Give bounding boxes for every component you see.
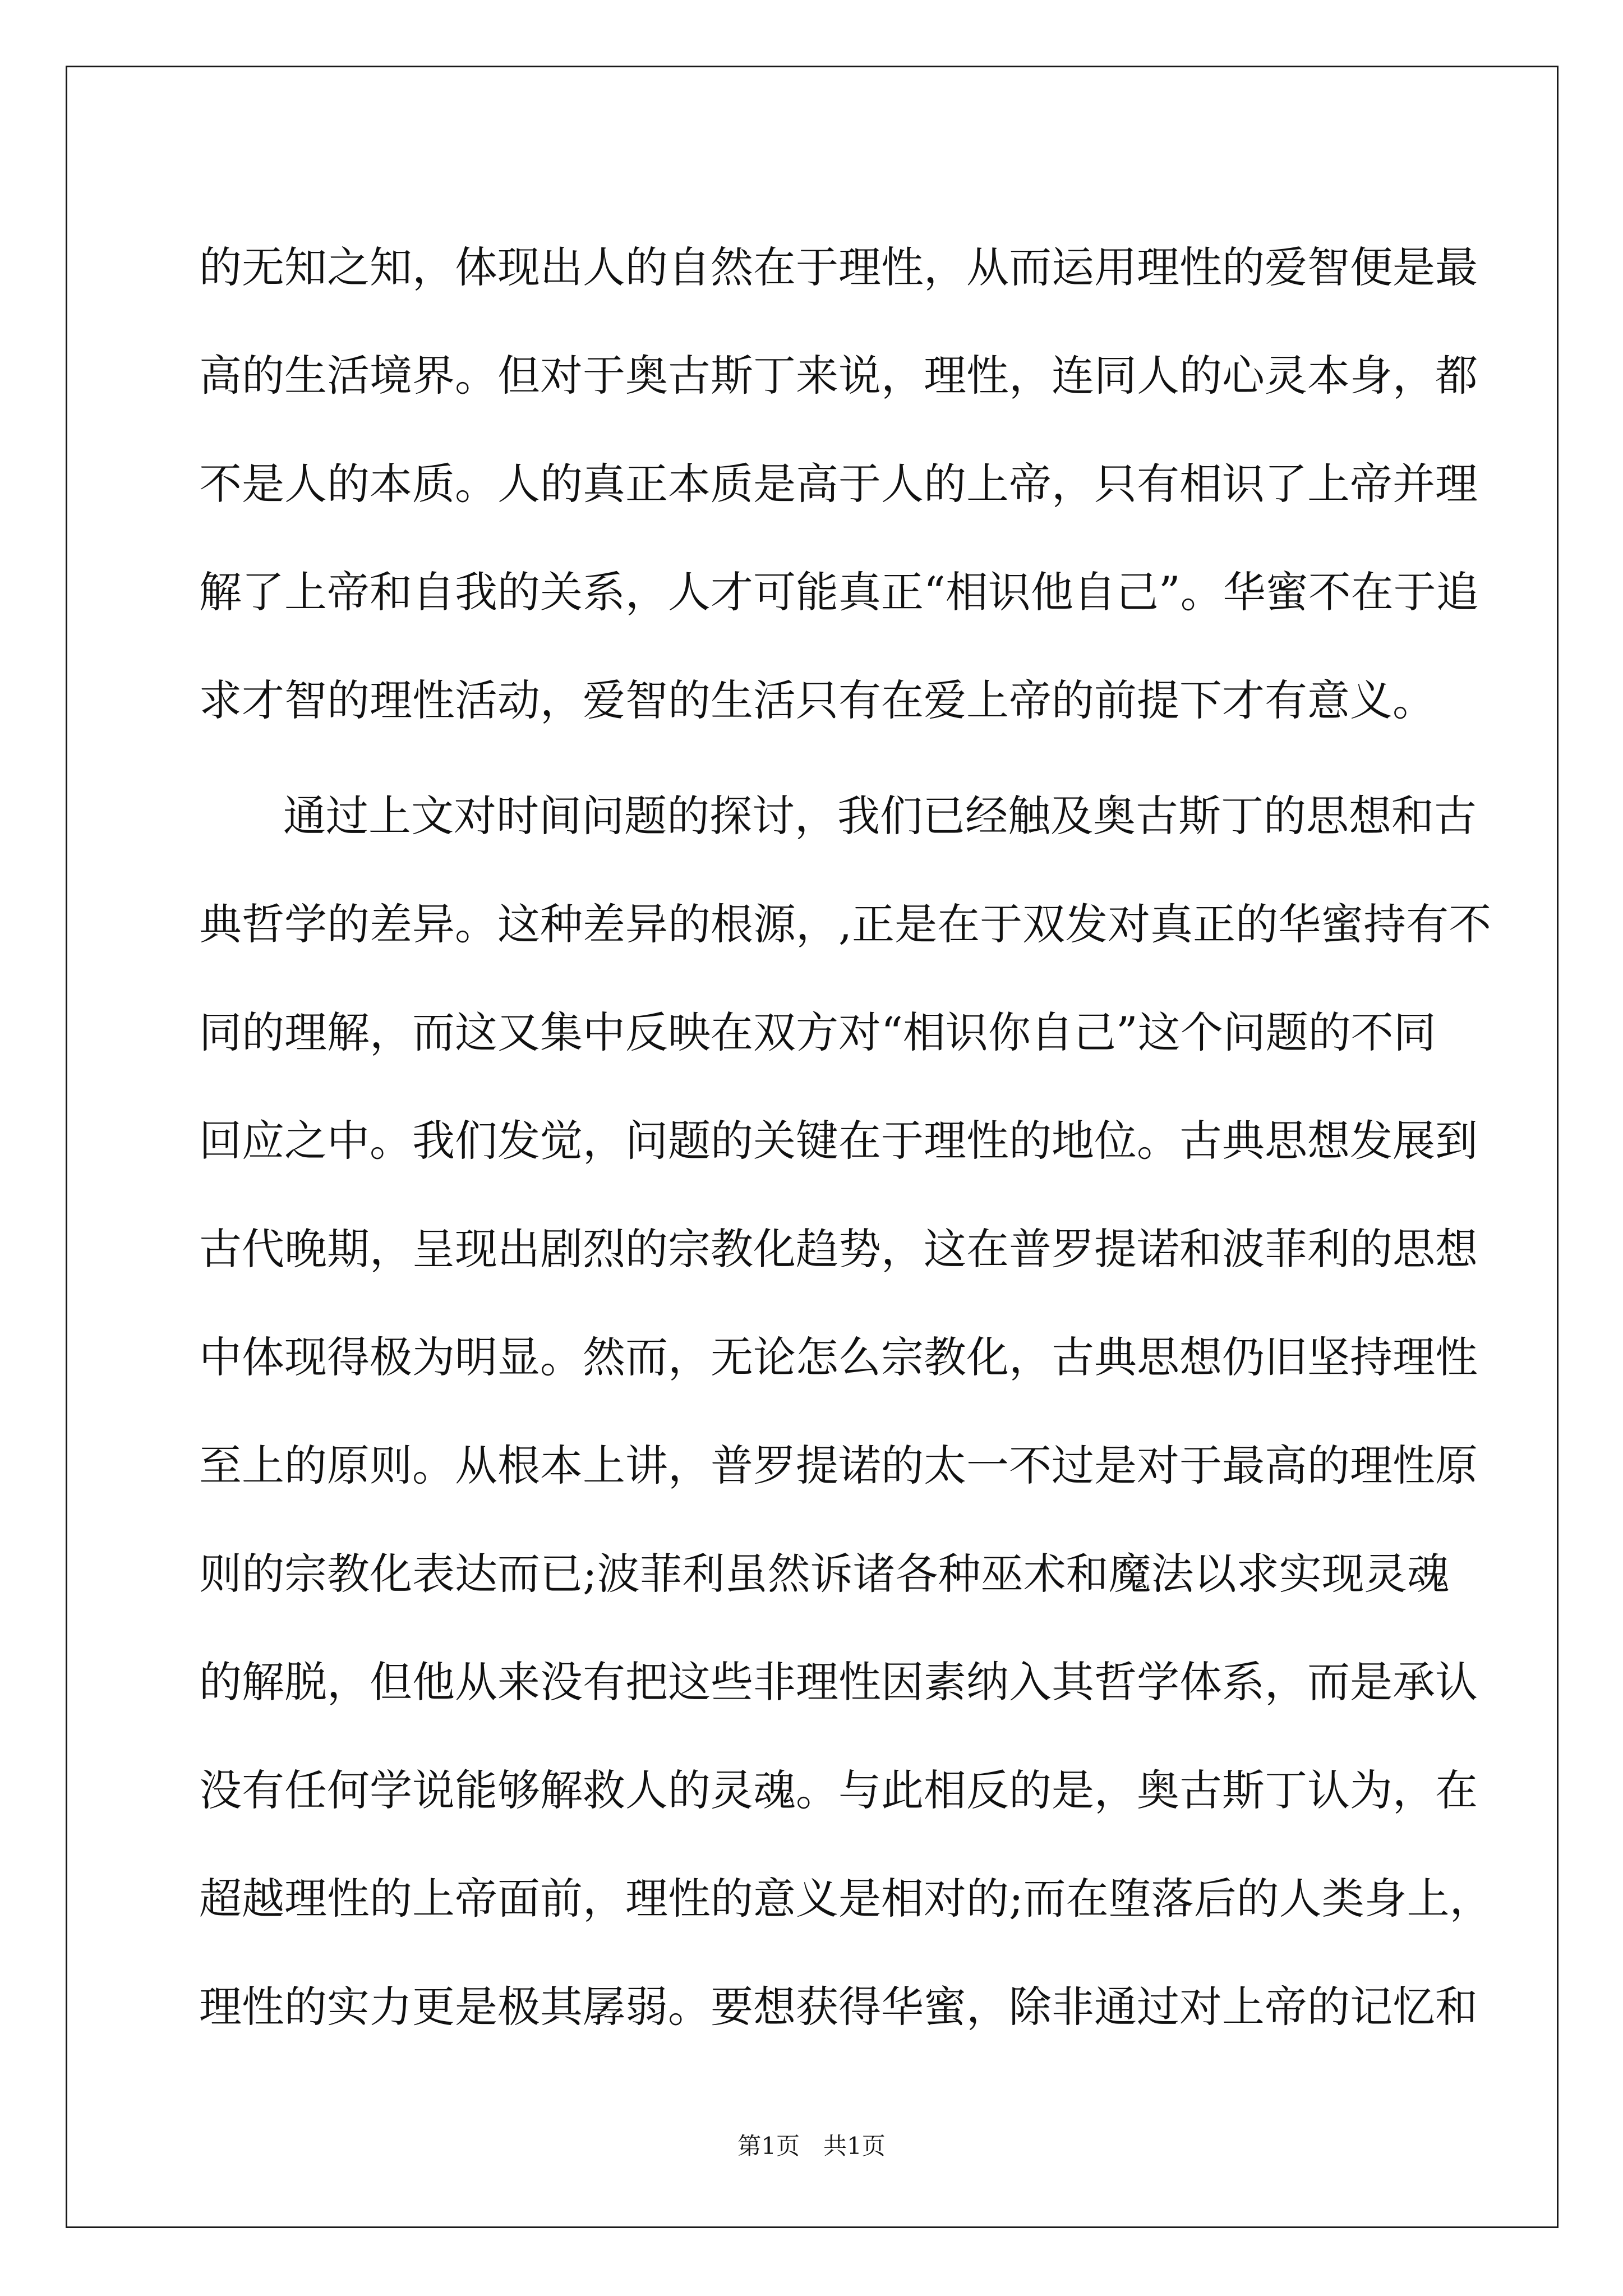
text-line: 则的宗教化表达而已;波菲利虽然诉诸各种巫术和魔法以求实现灵魂 [199, 1549, 1450, 1599]
text-line: 同的理解，而这又集中反映在双方对“相识你自己”这个问题的不同 [199, 1007, 1436, 1057]
text-line: 理性的实力更是极其孱弱。要想获得华蜜，除非通过对上帝的记忆和 [199, 1982, 1478, 2032]
text-line: 解了上帝和自我的关系，人才可能真正“相识他自己”。华蜜不在于追 [199, 567, 1479, 617]
text-line: 中体现得极为明显。然而，无论怎么宗教化，古典思想仍旧坚持理性 [199, 1332, 1478, 1382]
text-line: 古代晚期，呈现出剧烈的宗教化趋势，这在普罗提诺和波菲利的思想 [199, 1224, 1478, 1274]
paragraph-2 [199, 762, 1492, 2061]
text-line-indented: 通过上文对时间问题的探讨，我们已经触及奥古斯丁的思想和古 [283, 791, 1477, 841]
text-line: 的无知之知，体现出人的自然在于理性，从而运用理性的爱智便是最 [199, 242, 1478, 292]
paragraph-1 [199, 213, 1479, 754]
paragraph-gap [199, 754, 1433, 762]
document-body [199, 213, 1492, 2061]
text-line: 高的生活境界。但对于奥古斯丁来说，理性，连同人的心灵本身，都 [199, 351, 1478, 401]
page-footer [0, 2131, 1623, 2162]
text-line: 没有任何学说能够解救人的灵魂。与此相反的是，奥古斯丁认为，在 [199, 1765, 1478, 1815]
text-line: 回应之中。我们发觉，问题的关键在于理性的地位。古典思想发展到 [199, 1116, 1478, 1166]
text-line: 至上的原则。从根本上讲，普罗提诺的太一不过是对于最高的理性原 [199, 1441, 1478, 1490]
page-number-label: 第1页 共1页 [737, 2132, 886, 2160]
text-line: 不是人的本质。人的真正本质是高于人的上帝，只有相识了上帝并理 [199, 459, 1478, 509]
text-line: 超越理性的上帝面前，理性的意义是相对的;而在堕落后的人类身上， [199, 1874, 1492, 1924]
text-line: 求才智的理性活动，爱智的生活只有在爱上帝的前提下才有意义。 [199, 675, 1435, 725]
text-line: 典哲学的差异。这种差异的根源，,正是在于双发对真正的华蜜持有不 [199, 899, 1492, 949]
text-line: 的解脱，但他从来没有把这些非理性因素纳入其哲学体系，而是承认 [199, 1657, 1478, 1707]
